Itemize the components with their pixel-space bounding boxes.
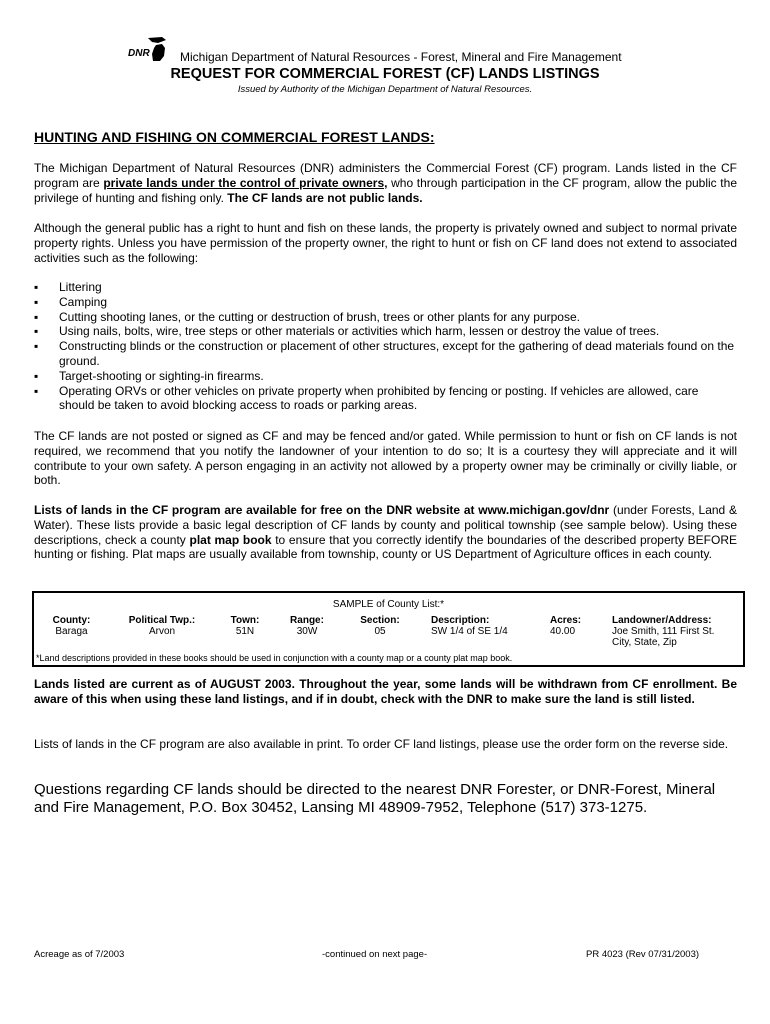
print-order-paragraph: Lists of lands in the CF program are also available in print. To order CF land listings, please use the order form on the reverse side. — [34, 737, 729, 751]
sample-column-range — [282, 615, 332, 637]
bullet-icon: ▪ — [34, 383, 39, 398]
column-value: 30W — [296, 626, 318, 637]
page-title: REQUEST FOR COMMERCIAL FOREST (CF) LANDS LISTINGS — [170, 66, 600, 82]
bullet-icon: ▪ — [34, 309, 39, 324]
column-header: Section: — [360, 615, 400, 626]
lists-text-plat-map-book: plat map book — [189, 532, 272, 547]
list-item — [34, 310, 737, 325]
intro-text-not-public: The CF lands are not public lands. — [227, 190, 423, 205]
column-value-line2: City, State, Zip — [612, 637, 677, 648]
list-item — [34, 384, 737, 414]
list-item-text: Camping — [59, 294, 108, 309]
intro-text-a: The Michigan Department of Natural Resources (DNR) administers the Commercial Forest (CF) program. Lands listed in the CF program are — [34, 161, 737, 190]
section-heading: HUNTING AND FISHING ON COMMERCIAL FOREST LANDS: — [34, 129, 435, 145]
list-item — [34, 280, 737, 295]
list-item — [34, 339, 737, 369]
logo-text: DNR — [128, 48, 150, 59]
column-header: Range: — [290, 615, 324, 626]
intro-paragraph — [34, 161, 737, 205]
list-item-text: Target-shooting or sighting-in firearms. — [59, 368, 264, 383]
column-value: Joe Smith, 111 First St. — [612, 626, 715, 637]
list-item-text: Using nails, bolts, wire, tree steps or other materials or activities which harm, lessen or destroy the value of trees. — [59, 324, 660, 339]
department-name: Michigan Department of Natural Resources - Forest, Mineral and Fire Management — [180, 50, 622, 64]
column-header: Description: — [431, 615, 490, 626]
list-item-text: Cutting shooting lanes, or the cutting or destruction of brush, trees or other plants for any purpose. — [59, 309, 580, 324]
column-value: Arvon — [148, 626, 176, 637]
intro-text-c: who through participation in the CF program, allow the public the privilege of hunting and fishing only. — [34, 175, 737, 205]
sample-column-town — [220, 615, 270, 637]
lists-text-website: Lists of lands in the CF program are available for free on the DNR website at www.michigan.gov/dnr — [34, 503, 610, 517]
column-header: Acres: — [550, 615, 582, 626]
contact-paragraph: Questions regarding CF lands should be directed to the nearest DNR Forester, or DNR-Forest, Mineral and Fire Management, P.O. Box 30452, Lansing MI 48909-7952, Telephone (517) 373-1275. — [34, 781, 716, 816]
column-value: 51N — [235, 626, 255, 637]
column-value: 40.00 — [550, 626, 576, 637]
sample-column-landowner — [612, 615, 737, 648]
currency-notice-paragraph: Lands listed are current as of AUGUST 2003. Throughout the year, some lands will be withdrawn from CF enrollment. Be aware of this when using these land listings, and if in doubt, check with the DNR to make sure the land is still listed. — [34, 677, 737, 706]
column-header: Political Twp.: — [128, 615, 196, 626]
rights-paragraph: Although the general public has a right to hunt and fish on these lands, the property is privately owned and subject to normal private property rights. Unless you have permission of the property owner, the right to hunt or fish on CF land does not extend to associated activities such as the following: — [34, 221, 737, 265]
lists-paragraph — [34, 503, 737, 562]
list-item-text: Littering — [59, 280, 102, 294]
column-value: SW 1/4 of SE 1/4 — [431, 626, 508, 637]
prohibited-activities-list — [34, 280, 737, 413]
intro-text-private-lands: private lands under the control of private owners, — [103, 175, 388, 190]
sample-column-description — [431, 615, 531, 637]
column-header: Town: — [230, 615, 260, 626]
lists-text-b: (under Forests, Land & Water). These lists provide a basic legal description of CF lands by county and political township (see sample below). Using these descriptions, check a county — [34, 503, 737, 547]
column-header: Landowner/Address: — [612, 615, 712, 626]
list-item-text: Operating ORVs or other vehicles on private property when prohibited by fencing or posting. If vehicles are allowed, care should be taken to avoid blocking access to roads or parking areas. — [59, 383, 699, 413]
bullet-icon: ▪ — [34, 368, 39, 383]
sample-column-acres — [550, 615, 600, 637]
bullet-icon: ▪ — [34, 294, 39, 309]
column-header: County: — [52, 615, 91, 626]
sample-caption: SAMPLE of County List:* — [332, 599, 445, 610]
list-item — [34, 324, 737, 339]
footer-acreage: Acreage as of 7/2003 — [34, 949, 125, 960]
dnr-logo — [128, 36, 176, 64]
posting-paragraph: The CF lands are not posted or signed as CF and may be fenced and/or gated. While permission to hunt or fish on CF lands is not required, we recommend that you notify the landowner of your intention to do so; It is a courtesy they will appreciate and it will contribute to your own safety. A person engaging in an activity not allowed by a property owner may be criminally or civilly liable, or both. — [34, 429, 737, 488]
lists-text-d: to ensure that you correctly identify the boundaries of the described property BEFORE hunting or fishing. Plat maps are usually available from township, county or US Department of Agriculture offices in each county. — [34, 532, 737, 562]
sample-column-political-twp — [122, 615, 202, 637]
bullet-icon: ▪ — [34, 280, 39, 294]
list-item — [34, 295, 737, 310]
issued-by-line: Issued by Authority of the Michigan Department of Natural Resources. — [237, 84, 533, 95]
column-value: Baraga — [55, 626, 88, 637]
sample-county-list-box — [32, 591, 745, 667]
list-item — [34, 369, 737, 384]
column-value: 05 — [374, 626, 386, 637]
sample-column-section — [352, 615, 408, 637]
sample-footnote: *Land descriptions provided in these books should be used in conjunction with a county map or a county plat map book. — [36, 653, 513, 663]
footer-form-number: PR 4023 (Rev 07/31/2003) — [586, 949, 700, 960]
footer-continued: -continued on next page- — [322, 949, 428, 960]
bullet-icon: ▪ — [34, 324, 39, 339]
list-item-text: Constructing blinds or the construction or placement of other structures, except for the gathering of dead materials found on the ground. — [59, 339, 735, 368]
sample-column-county — [44, 615, 99, 637]
bullet-icon: ▪ — [34, 339, 39, 354]
